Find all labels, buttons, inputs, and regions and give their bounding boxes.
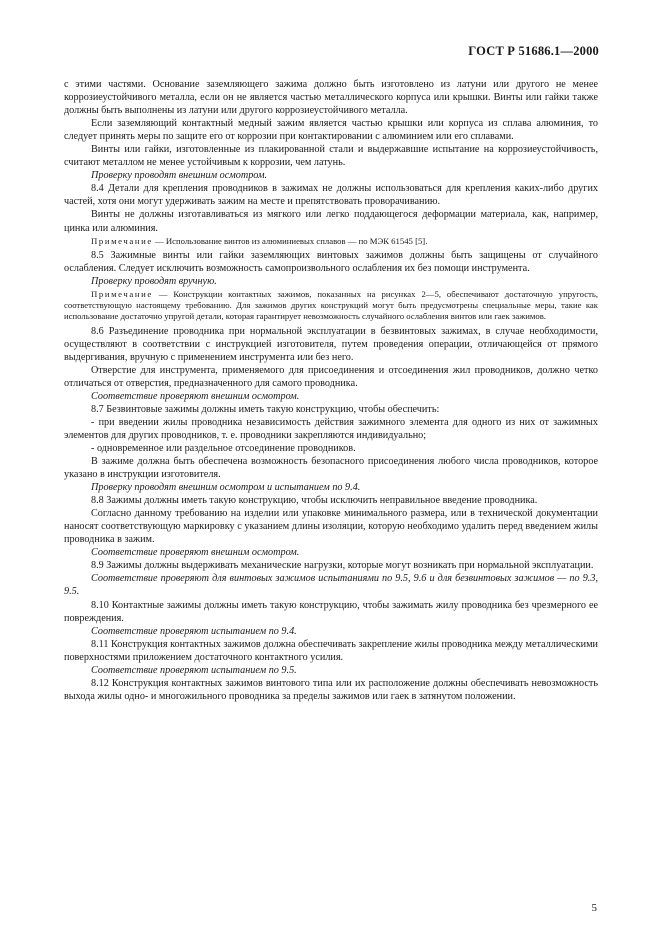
paragraph: 8.7 Безвинтовые зажимы должны иметь такую конструкцию, чтобы обеспечить: <box>91 403 440 415</box>
paragraph: Соответствие проверяют испытанием по 9.4. <box>91 625 297 637</box>
paragraph: Соответствие проверяют внешним осмотром. <box>91 547 300 559</box>
document-body <box>64 78 598 703</box>
paragraph: Согласно данному требованию на изделии или упаковке минимального размера, или в технической документации наносят соответствующую маркировку с указанием длины изоляции, которую необходимо удалить перед введением жилы проводника в зажим. <box>64 508 598 546</box>
paragraph: 8.12 Конструкция контактных зажимов винтового типа или их расположение должны обеспечивать невозможность выхода жилы одно- и многожильного проводника за пределы зажимов или гаек в затянутом положении. <box>64 677 598 702</box>
paragraph: с этими частями. Основание заземляющего зажима должно быть изготовлено из латуни или другого не менее коррозиеустойчивого металла, если он не является частью металлического корпуса или крышки. Винты или гайки также должны быть выполнены из латуни или другого коррозиеустойчивого металла. <box>64 79 598 117</box>
paragraph: 8.5 Зажимные винты или гайки заземляющих винтовых зажимов должны быть защищены от случайного ослабления. Следует исключить возможность самопроизвольного ослабления их без помощи инструмента. <box>64 249 598 274</box>
paragraph: 8.8 Зажимы должны иметь такую конструкцию, чтобы исключить неправильное введение проводника. <box>91 495 538 507</box>
note-lead: Примечание <box>91 235 153 246</box>
paragraph: 8.10 Контактные зажимы должны иметь такую конструкцию, чтобы зажимать жилу проводника без чрезмерного ее повреждения. <box>64 599 598 624</box>
paragraph: В зажиме должна быть обеспечена возможность безопасного присоединения любого числа проводников, которое указано в инструкции изготовителя. <box>64 455 598 481</box>
paragraph: Соответствие проверяют испытанием по 9.5. <box>91 664 297 676</box>
standard-header: ГОСТ Р 51686.1—2000 <box>468 44 599 58</box>
note-text: — Конструкции контактных зажимов, показанных на рисунках 2—5, обеспечивают достаточную упругость, соответствующую настоящему требованию. Для зажимов других конструкций могут быть предусмотрены специальные меры, такие как использование достаточно упругой детали, которая гарантирует невозможность случайного ослабления винтов или гаек зажимов. <box>64 288 598 322</box>
paragraph: Отверстие для инструмента, применяемого для присоединения и отсоединения жил проводников, должно четко отличаться от отверстия, предназначенного для самого проводника. <box>64 364 598 389</box>
paragraph: Проверку проводят внешним осмотром. <box>91 170 268 182</box>
note-text: — Использование винтов из алюминиевых сплавов — по МЭК 61545 [5]. <box>152 235 428 246</box>
page-number: 5 <box>591 902 597 914</box>
paragraph: 8.11 Конструкция контактных зажимов должна обеспечивать закрепление жилы проводника между металлическими поверхностями приложением достаточного контактного усилия. <box>64 638 598 663</box>
paragraph: - одновременное или раздельное отсоединение проводников. <box>91 442 356 454</box>
paragraph: 8.4 Детали для крепления проводников в зажимах не должны использоваться для крепления каких-либо других частей, хотя они могут удерживать зажим на месте и препятствовать проворачиванию. <box>64 183 598 208</box>
paragraph: Проверку проводят вручную. <box>91 275 217 287</box>
paragraph: Винты или гайки, изготовленные из плакированной стали и выдержавшие испытание на коррозиеустойчивость, считают металлом не менее устойчивым к коррозии, чем латунь. <box>64 144 598 169</box>
paragraph: 8.6 Разъединение проводника при нормальной эксплуатации в безвинтовых зажимах, в случае необходимости, осуществляют в соответствии с инструкцией изготовителя, путем проведения операции, отличающейся от прямого выдергивания, вручную с применением инструмента или без него. <box>64 325 598 363</box>
note-paragraph <box>64 236 598 247</box>
paragraph: - при введении жилы проводника независимость действия зажимного элемента для одного из них от зажимных элементов для других проводников, т. е. проводники закрепляются индивидуально; <box>64 416 598 441</box>
note-lead: Примечание <box>91 288 153 299</box>
paragraph: Проверку проводят внешним осмотром и испытанием по 9.4. <box>91 482 361 494</box>
paragraph: Соответствие проверяют внешним осмотром. <box>91 390 300 402</box>
paragraph: Соответствие проверяют для винтовых зажимов испытаниями по 9.5, 9.6 и для безвинтовых зажимов — по 9.3, 9.5. <box>64 573 598 598</box>
note-paragraph <box>64 289 598 323</box>
paragraph: Если заземляющий контактный медный зажим является частью крышки или корпуса из сплава алюминия, то следует принять меры по защите его от коррозии при контактировании с алюминием или его сплавами. <box>64 118 598 143</box>
paragraph: 8.9 Зажимы должны выдерживать механические нагрузки, которые могут возникать при нормальной эксплуатации. <box>91 560 594 572</box>
paragraph: Винты не должны изготавливаться из мягкого или легко поддающегося деформации материала, как, например, цинка или алюминия. <box>64 209 598 234</box>
